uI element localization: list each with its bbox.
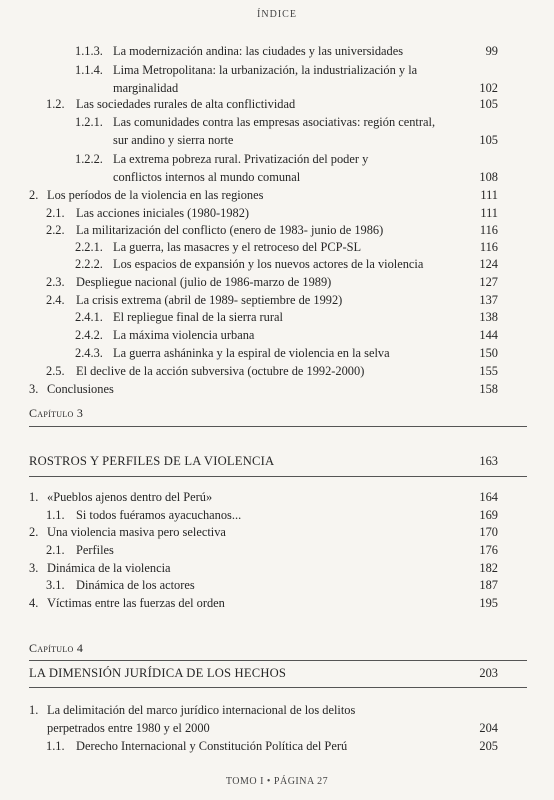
toc-entry-page: 205	[479, 739, 498, 753]
toc-entry-number: 2.1.	[46, 543, 65, 557]
toc-entry-title: La guerra asháninka y la espiral de violencia en la selva	[113, 346, 390, 360]
toc-entry-title: Las sociedades rurales de alta conflictividad	[76, 97, 296, 111]
toc-entry-page: 127	[479, 275, 498, 289]
toc-entry-number: 1.1.	[46, 739, 65, 753]
toc-entry-number: 1.2.2.	[75, 152, 103, 166]
chapter-3-page: 163	[479, 454, 498, 468]
page-header: ÍNDICE	[257, 9, 297, 20]
toc-entry-title: Víctimas entre las fuerzas del orden	[47, 596, 225, 610]
toc-entry-page: 187	[479, 578, 498, 592]
toc-entry-page: 176	[479, 543, 498, 557]
toc-entry-page: 182	[479, 561, 498, 575]
toc-entry-page: 105	[479, 133, 498, 147]
toc-entry-number: 3.	[29, 561, 39, 575]
chapter-4-label: Capítulo 4	[29, 641, 84, 655]
toc-entry-page: 102	[479, 81, 498, 95]
toc-entry-number: 2.5.	[46, 364, 65, 378]
toc-entry-title: La máxima violencia urbana	[113, 328, 255, 342]
toc-entry-title: «Pueblos ajenos dentro del Perú»	[47, 490, 213, 504]
toc-entry-number: 1.	[29, 703, 39, 717]
toc-entry-page: 116	[479, 240, 498, 254]
toc-entry-title: La modernización andina: las ciudades y las universidades	[113, 44, 404, 58]
toc-entry-number: 1.	[29, 490, 39, 504]
toc-entry-page: 108	[479, 170, 498, 184]
toc-entry-page: 111	[480, 206, 498, 220]
toc-entry-page: 150	[479, 346, 498, 360]
toc-entry-page: 204	[479, 721, 498, 735]
toc-entry-page: 116	[479, 223, 498, 237]
toc-entry-title: Los períodos de la violencia en las regiones	[47, 188, 264, 202]
toc-entry-number: 2.4.1.	[75, 310, 103, 324]
toc-entry-title: marginalidad	[113, 81, 179, 95]
toc-entry-number: 2.3.	[46, 275, 65, 289]
toc-entry-title: Derecho Internacional y Constitución Política del Perú	[76, 739, 348, 753]
toc-entry-page: 158	[479, 382, 498, 396]
chapter-3-title: ROSTROS Y PERFILES DE LA VIOLENCIA	[29, 454, 275, 468]
toc-entry-title: perpetrados entre 1980 y el 2000	[47, 721, 210, 735]
toc-entry-number: 1.1.	[46, 508, 65, 522]
toc-entry-number: 2.	[29, 525, 39, 539]
toc-entry-number: 2.4.	[46, 293, 65, 307]
toc-entry-title: El declive de la acción subversiva (octubre de 1992-2000)	[76, 364, 365, 378]
toc-entry-number: 2.2.	[46, 223, 65, 237]
toc-entry-page: 137	[479, 293, 498, 307]
toc-entry-title: Los espacios de expansión y los nuevos actores de la violencia	[113, 257, 424, 271]
chapter-3-top-rule	[29, 426, 527, 427]
chapter-3-label: Capítulo 3	[29, 406, 84, 420]
toc-entry-title: Una violencia masiva pero selectiva	[47, 525, 226, 539]
toc-entry-title: Las comunidades contra las empresas asociativas: región central,	[113, 115, 436, 129]
toc-entry-title: Si todos fuéramos ayacuchanos...	[76, 508, 242, 522]
toc-entry-page: 170	[479, 525, 498, 539]
chapter-4-top-rule	[29, 660, 527, 661]
page-footer: TOMO I • PÁGINA 27	[225, 776, 329, 787]
toc-entry-number: 1.2.1.	[75, 115, 103, 129]
toc-entry-number: 2.2.1.	[75, 240, 103, 254]
toc-entry-page: 99	[485, 44, 498, 58]
toc-entry-number: 3.1.	[46, 578, 65, 592]
toc-entry-page: 124	[479, 257, 498, 271]
toc-entry-title: Perfiles	[76, 543, 114, 557]
toc-entry-page: 155	[479, 364, 498, 378]
toc-entry-title: Conclusiones	[47, 382, 114, 396]
toc-entry-title: sur andino y sierra norte	[113, 133, 234, 147]
toc-entry-title: Despliegue nacional (julio de 1986-marzo de 1989)	[76, 275, 332, 289]
toc-entry-page: 169	[479, 508, 498, 522]
toc-entry-page: 144	[479, 328, 498, 342]
toc-entry-title: Dinámica de la violencia	[47, 561, 171, 575]
toc-entry-page: 164	[479, 490, 498, 504]
chapter-4-bottom-rule	[29, 687, 527, 688]
toc-entry-number: 2.	[29, 188, 39, 202]
toc-entry-number: 2.1.	[46, 206, 65, 220]
toc-entry-number: 2.4.2.	[75, 328, 103, 342]
toc-entry-page: 105	[479, 97, 498, 111]
toc-entry-title: La guerra, las masacres y el retroceso del PCP-SL	[113, 240, 362, 254]
toc-entry-title: El repliegue final de la sierra rural	[113, 310, 283, 324]
chapter-4-page: 203	[479, 666, 498, 680]
toc-entry-title: La delimitación del marco jurídico internacional de los delitos	[47, 703, 356, 717]
toc-entry-title: La militarización del conflicto (enero de 1983- junio de 1986)	[76, 223, 384, 237]
toc-entry-number: 2.2.2.	[75, 257, 103, 271]
toc-entry-page: 195	[479, 596, 498, 610]
toc-entry-title: La crisis extrema (abril de 1989- septiembre de 1992)	[76, 293, 343, 307]
toc-entry-number: 3.	[29, 382, 39, 396]
toc-entry-page: 138	[479, 310, 498, 324]
toc-entry-page: 111	[480, 188, 498, 202]
toc-entry-number: 4.	[29, 596, 39, 610]
toc-entry-title: Las acciones iniciales (1980-1982)	[76, 206, 250, 220]
toc-entry-title: Lima Metropolitana: la urbanización, la industrialización y la	[113, 63, 418, 77]
toc-entry-title: Dinámica de los actores	[76, 578, 195, 592]
toc-entry-number: 1.1.3.	[75, 44, 103, 58]
chapter-4-title: LA DIMENSIÓN JURÍDICA DE LOS HECHOS	[29, 666, 287, 680]
toc-entry-number: 2.4.3.	[75, 346, 103, 360]
toc-entry-title: conflictos internos al mundo comunal	[113, 170, 301, 184]
chapter-3-bottom-rule	[29, 476, 527, 477]
toc-entry-title: La extrema pobreza rural. Privatización del poder y	[113, 152, 369, 166]
toc-entry-number: 1.2.	[46, 97, 65, 111]
toc-entry-number: 1.1.4.	[75, 63, 103, 77]
